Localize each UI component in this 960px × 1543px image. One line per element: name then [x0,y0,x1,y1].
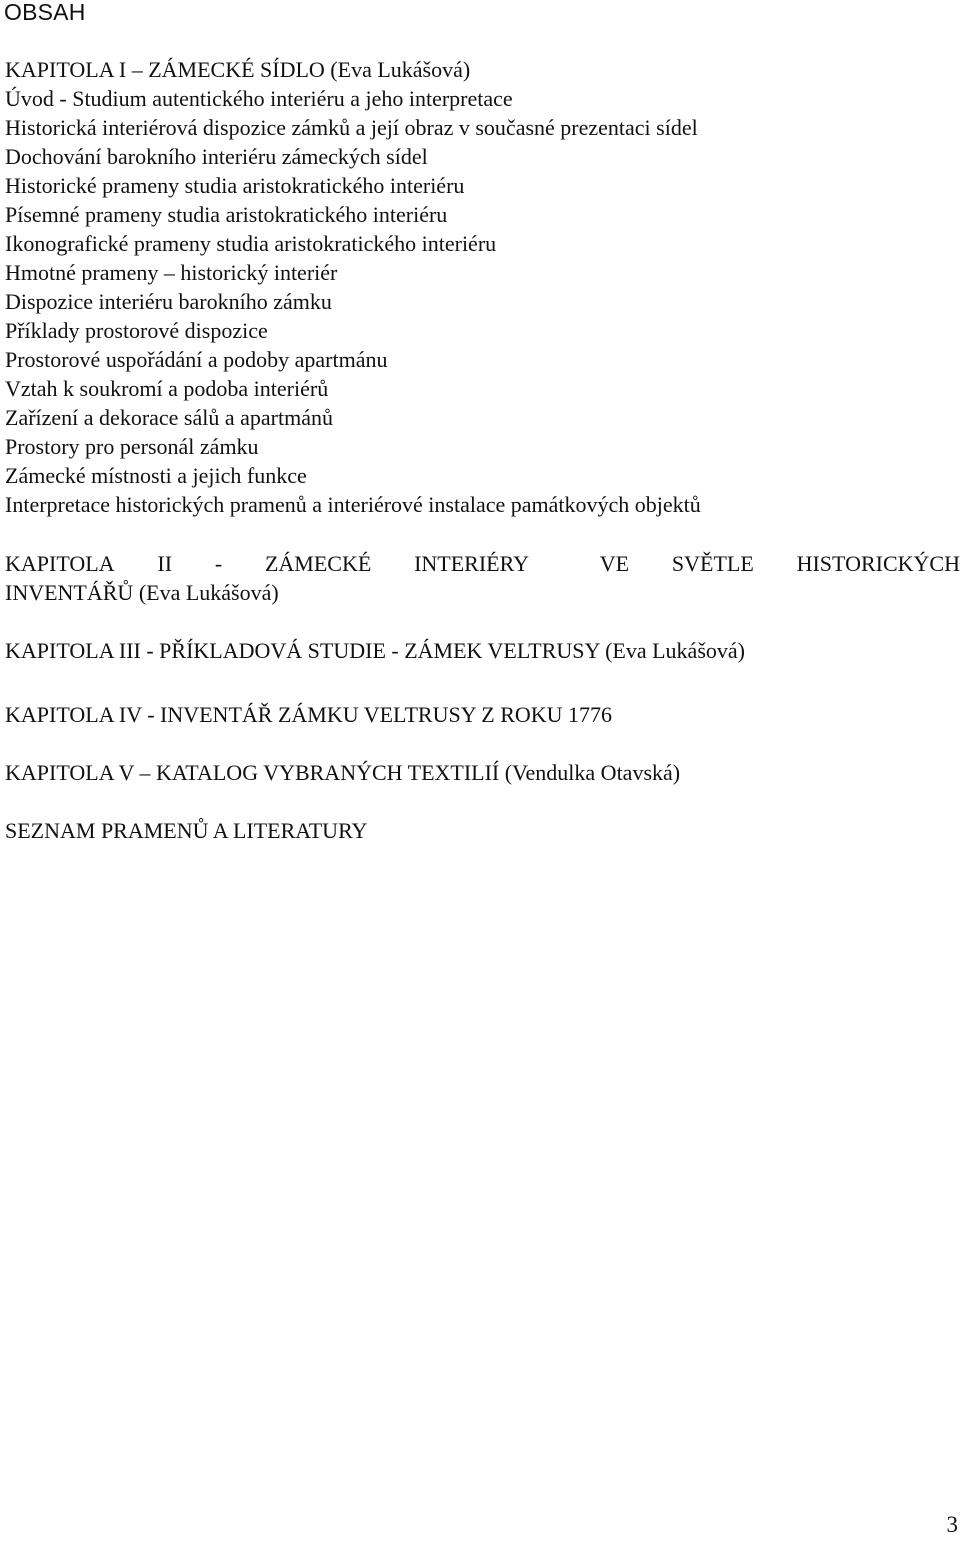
chapter-2-word: HISTORICKÝCH [796,551,960,576]
toc-entry: Písemné prameny studia aristokratického interiéru [5,202,448,227]
page-number: 3 [946,1512,958,1537]
toc-entry: Úvod - Studium autentického interiéru a jeho interpretace [5,86,513,111]
chapter-2-word: KAPITOLA [5,551,115,576]
toc-entry: Vztah k soukromí a podoba interiérů [5,376,329,401]
toc-entry: Historická interiérová dispozice zámků a její obraz v současné prezentaci sídel [5,115,698,140]
toc-entry: Dochování barokního interiéru zámeckých sídel [5,144,428,169]
chapter-1-title: KAPITOLA I – ZÁMECKÉ SÍDLO (Eva Lukášová) [5,57,471,82]
toc-entry: Hmotné prameny – historický interiér [5,260,338,285]
toc-entry: Dispozice interiéru barokního zámku [5,289,332,314]
chapter-2-title-line-1 [5,549,960,578]
toc-entry: Příklady prostorové dispozice [5,318,268,343]
chapter-2-word: INTERIÉRY [414,551,529,576]
chapter-2-word: - [214,551,223,576]
toc-entry: Zámecké místnosti a jejich funkce [5,463,307,488]
chapter-2-word: II [157,551,173,576]
chapter-3-title: KAPITOLA III - PŘÍKLADOVÁ STUDIE - ZÁMEK VELTRUSY (Eva Lukášová) [5,638,745,663]
chapter-2-word: VE [599,551,630,576]
toc-entry: Prostorové uspořádání a podoby apartmánu [5,347,388,372]
toc-entry: Ikonografické prameny studia aristokratického interiéru [5,231,497,256]
toc-entry: Prostory pro personál zámku [5,434,259,459]
page-heading: OBSAH [4,0,86,25]
toc-entry: Zařízení a dekorace sálů a apartmánů [5,405,333,430]
toc-entry: Historické prameny studia aristokratického interiéru [5,173,465,198]
chapter-2-word: SVĚTLE [671,551,754,576]
chapter-2-word: ZÁMECKÉ [264,551,372,576]
chapter-4-title: KAPITOLA IV - INVENTÁŘ ZÁMKU VELTRUSY Z ROKU 1776 [5,702,613,727]
chapter-5-title: KAPITOLA V – KATALOG VYBRANÝCH TEXTILIÍ (Vendulka Otavská) [5,760,681,785]
sources-title: SEZNAM PRAMENŮ A LITERATURY [5,818,368,843]
toc-entry: Interpretace historických pramenů a interiérové instalace památkových objektů [5,492,701,517]
chapter-2-title-line-2: INVENTÁŘŮ (Eva Lukášová) [5,580,279,605]
